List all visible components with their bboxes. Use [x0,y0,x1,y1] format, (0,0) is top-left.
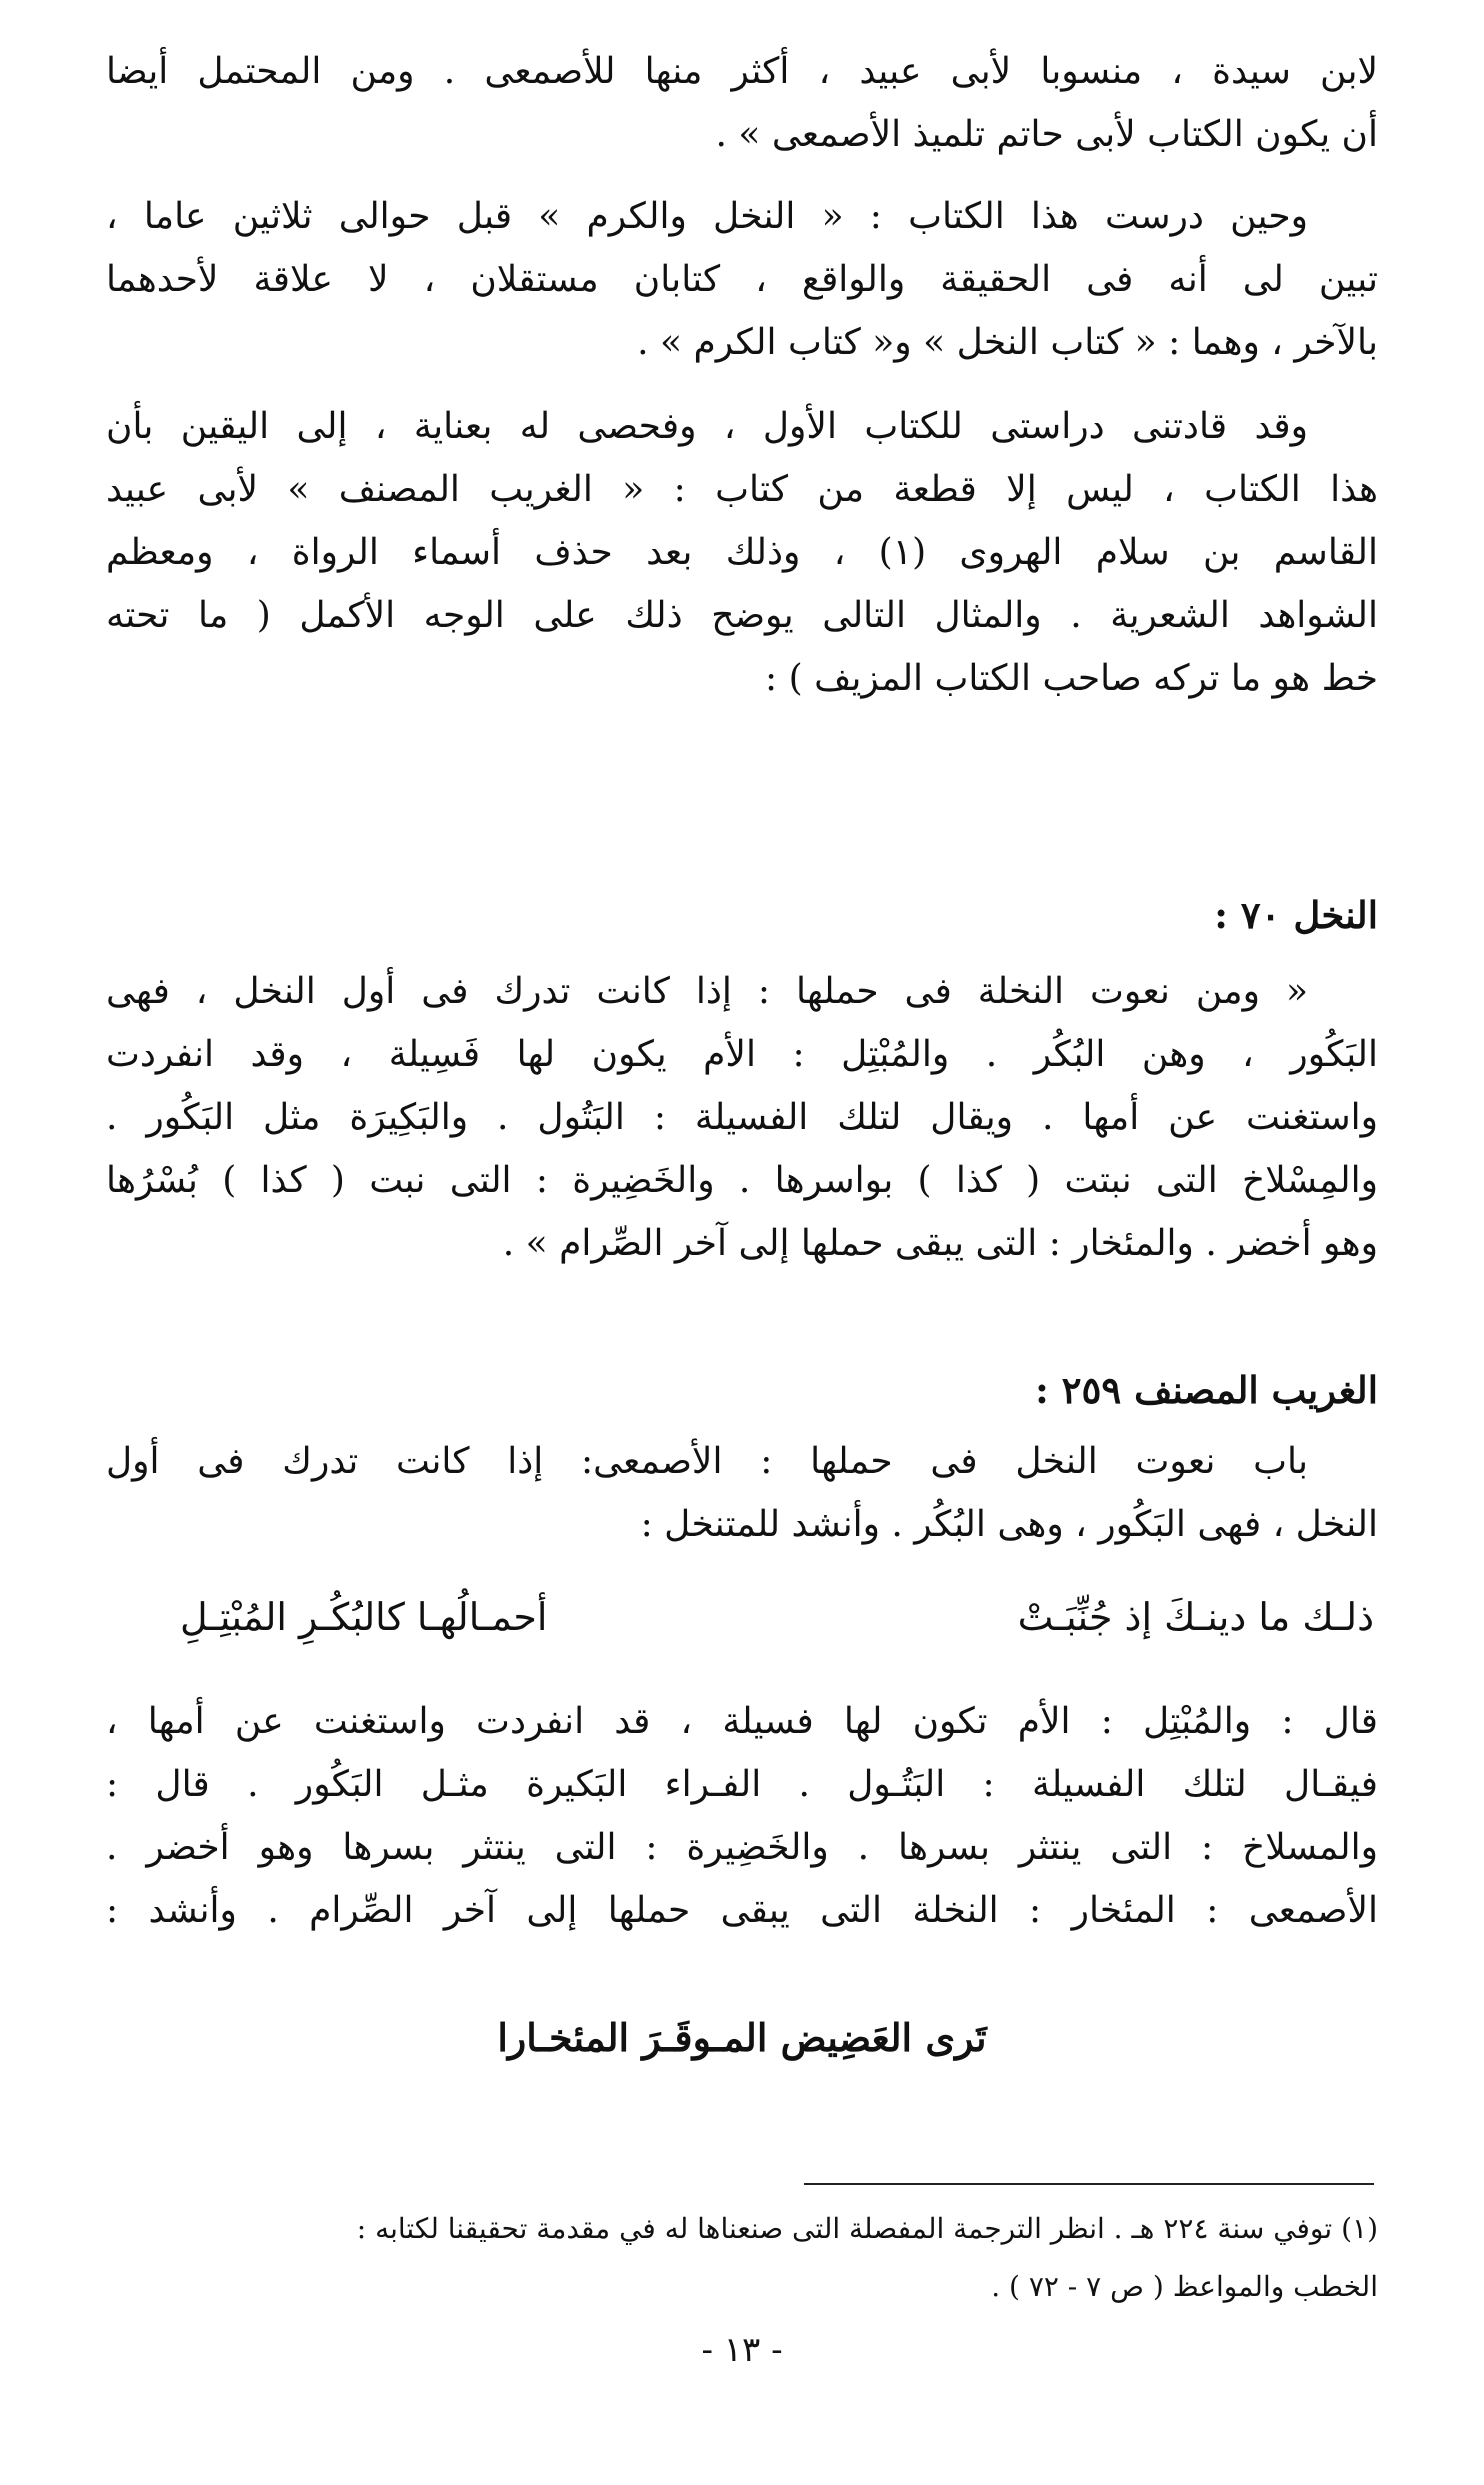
footnote-line: (١) توفي سنة ٢٢٤ هـ . انظر الترجمة المفصلة التى صنعناها له في مقدمة تحقيقنا لكتابه : [356,2212,1378,2245]
text-line: تبين لى أنه فى الحقيقة والواقع ، كتابان مستقلان ، لا علاقة لأحدهما [106,259,1378,300]
quote-gharib-continued [106,1690,1378,1942]
text-line: « ومن نعوت النخلة فى حملها : إذا كانت تدرك فى أول النخل ، فهى [106,971,1308,1012]
text-line: الأصمعى : المئخار : النخلة التى يبقى حملها إلى آخر الصِّرام . وأنشد : [106,1890,1378,1931]
footnote-separator [804,2183,1374,2185]
paragraph-1 [106,40,1378,166]
section-heading-gharib: الغريب المصنف ٢٥٩ : [1035,1368,1378,1412]
section-heading-nakhl: النخل ٧٠ : [1214,893,1378,937]
text-line: قال : والمُبْتِل : الأم تكون لها فسيلة ، قد انفردت واستغنت عن أمها ، [106,1701,1378,1742]
text-line: بالآخر ، وهما : « كتاب النخل » و« كتاب الكرم » . [637,322,1378,363]
quote-gharib [106,1430,1378,1556]
verse-hemistich-left: أحمـالُهـا كالبُكُـرِ المُبْتِـلِ [180,1595,548,1639]
text-line: وحين درست هذا الكتاب : « النخل والكرم » قبل حوالى ثلاثين عاما ، [106,196,1308,237]
text-line: باب نعوت النخل فى حملها : الأصمعى: إذا كانت تدرك فى أول [106,1441,1308,1482]
text-line: النخل ، فهى البَكُور ، وهى البُكُر . وأنشد للمتنخل : [640,1504,1378,1545]
paragraph-3 [106,395,1378,710]
text-line: لابن سيدة ، منسوبا لأبى عبيد ، أكثر منها للأصمعى . ومن المحتمل أيضا [106,51,1378,92]
page-number: - ١٣ - [701,2330,783,2370]
text-line: هذا الكتاب ، ليس إلا قطعة من كتاب : « الغريب المصنف » لأبى عبيد [106,469,1378,510]
text-line: واستغنت عن أمها . ويقال لتلك الفسيلة : البَتُول . والبَكِيرَة مثل البَكُور . [106,1097,1378,1138]
text-line: وهو أخضر . والمئخار : التى يبقى حملها إلى آخر الصِّرام » . [502,1223,1378,1264]
text-line: أن يكون الكتاب لأبى حاتم تلميذ الأصمعى » . [715,114,1378,155]
text-line: فيقـال لتلك الفسيلة : البَتُـول . الفـراء البَكيرة مثـل البَكُور . قال : [106,1764,1378,1805]
text-line: وقد قادتنى دراستى للكتاب الأول ، وفحصى له بعناية ، إلى اليقين بأن [106,406,1308,447]
footnote-line: الخطب والمواعظ ( ص ٧ - ٧٢ ) . [991,2270,1378,2303]
paragraph-2 [106,185,1378,374]
verse-line-centered: تَرى العَضِيض المـوقَـرَ المئخـارا [497,2015,987,2060]
text-line: الشواهد الشعرية . والمثال التالى يوضح ذلك على الوجه الأكمل ( ما تحته [106,595,1378,636]
text-line: البَكُور ، وهن البُكُر . والمُبْتِل : الأم يكون لها فَسِيلة ، وقد انفردت [106,1034,1378,1075]
text-line: والمِسْلاخ التى نبتت ( كذا ) بواسرها . والخَضِيرة : التى نبت ( كذا ) بُسْرُها [106,1160,1378,1201]
quote-nakhl [106,960,1378,1275]
text-line: القاسم بن سلام الهروى (١) ، وذلك بعد حذف أسماء الرواة ، ومعظم [106,532,1378,573]
text-line: خط هو ما تركه صاحب الكتاب المزيف ) : [765,658,1378,699]
verse-hemistich-right: ذلـك ما دينـكَ إذ جُنِّبَـتْ [1017,1595,1374,1639]
text-line: والمسلاخ : التى ينتثر بسرها . والخَضِيرة : التى ينتثر بسرها وهو أخضر . [106,1827,1378,1868]
